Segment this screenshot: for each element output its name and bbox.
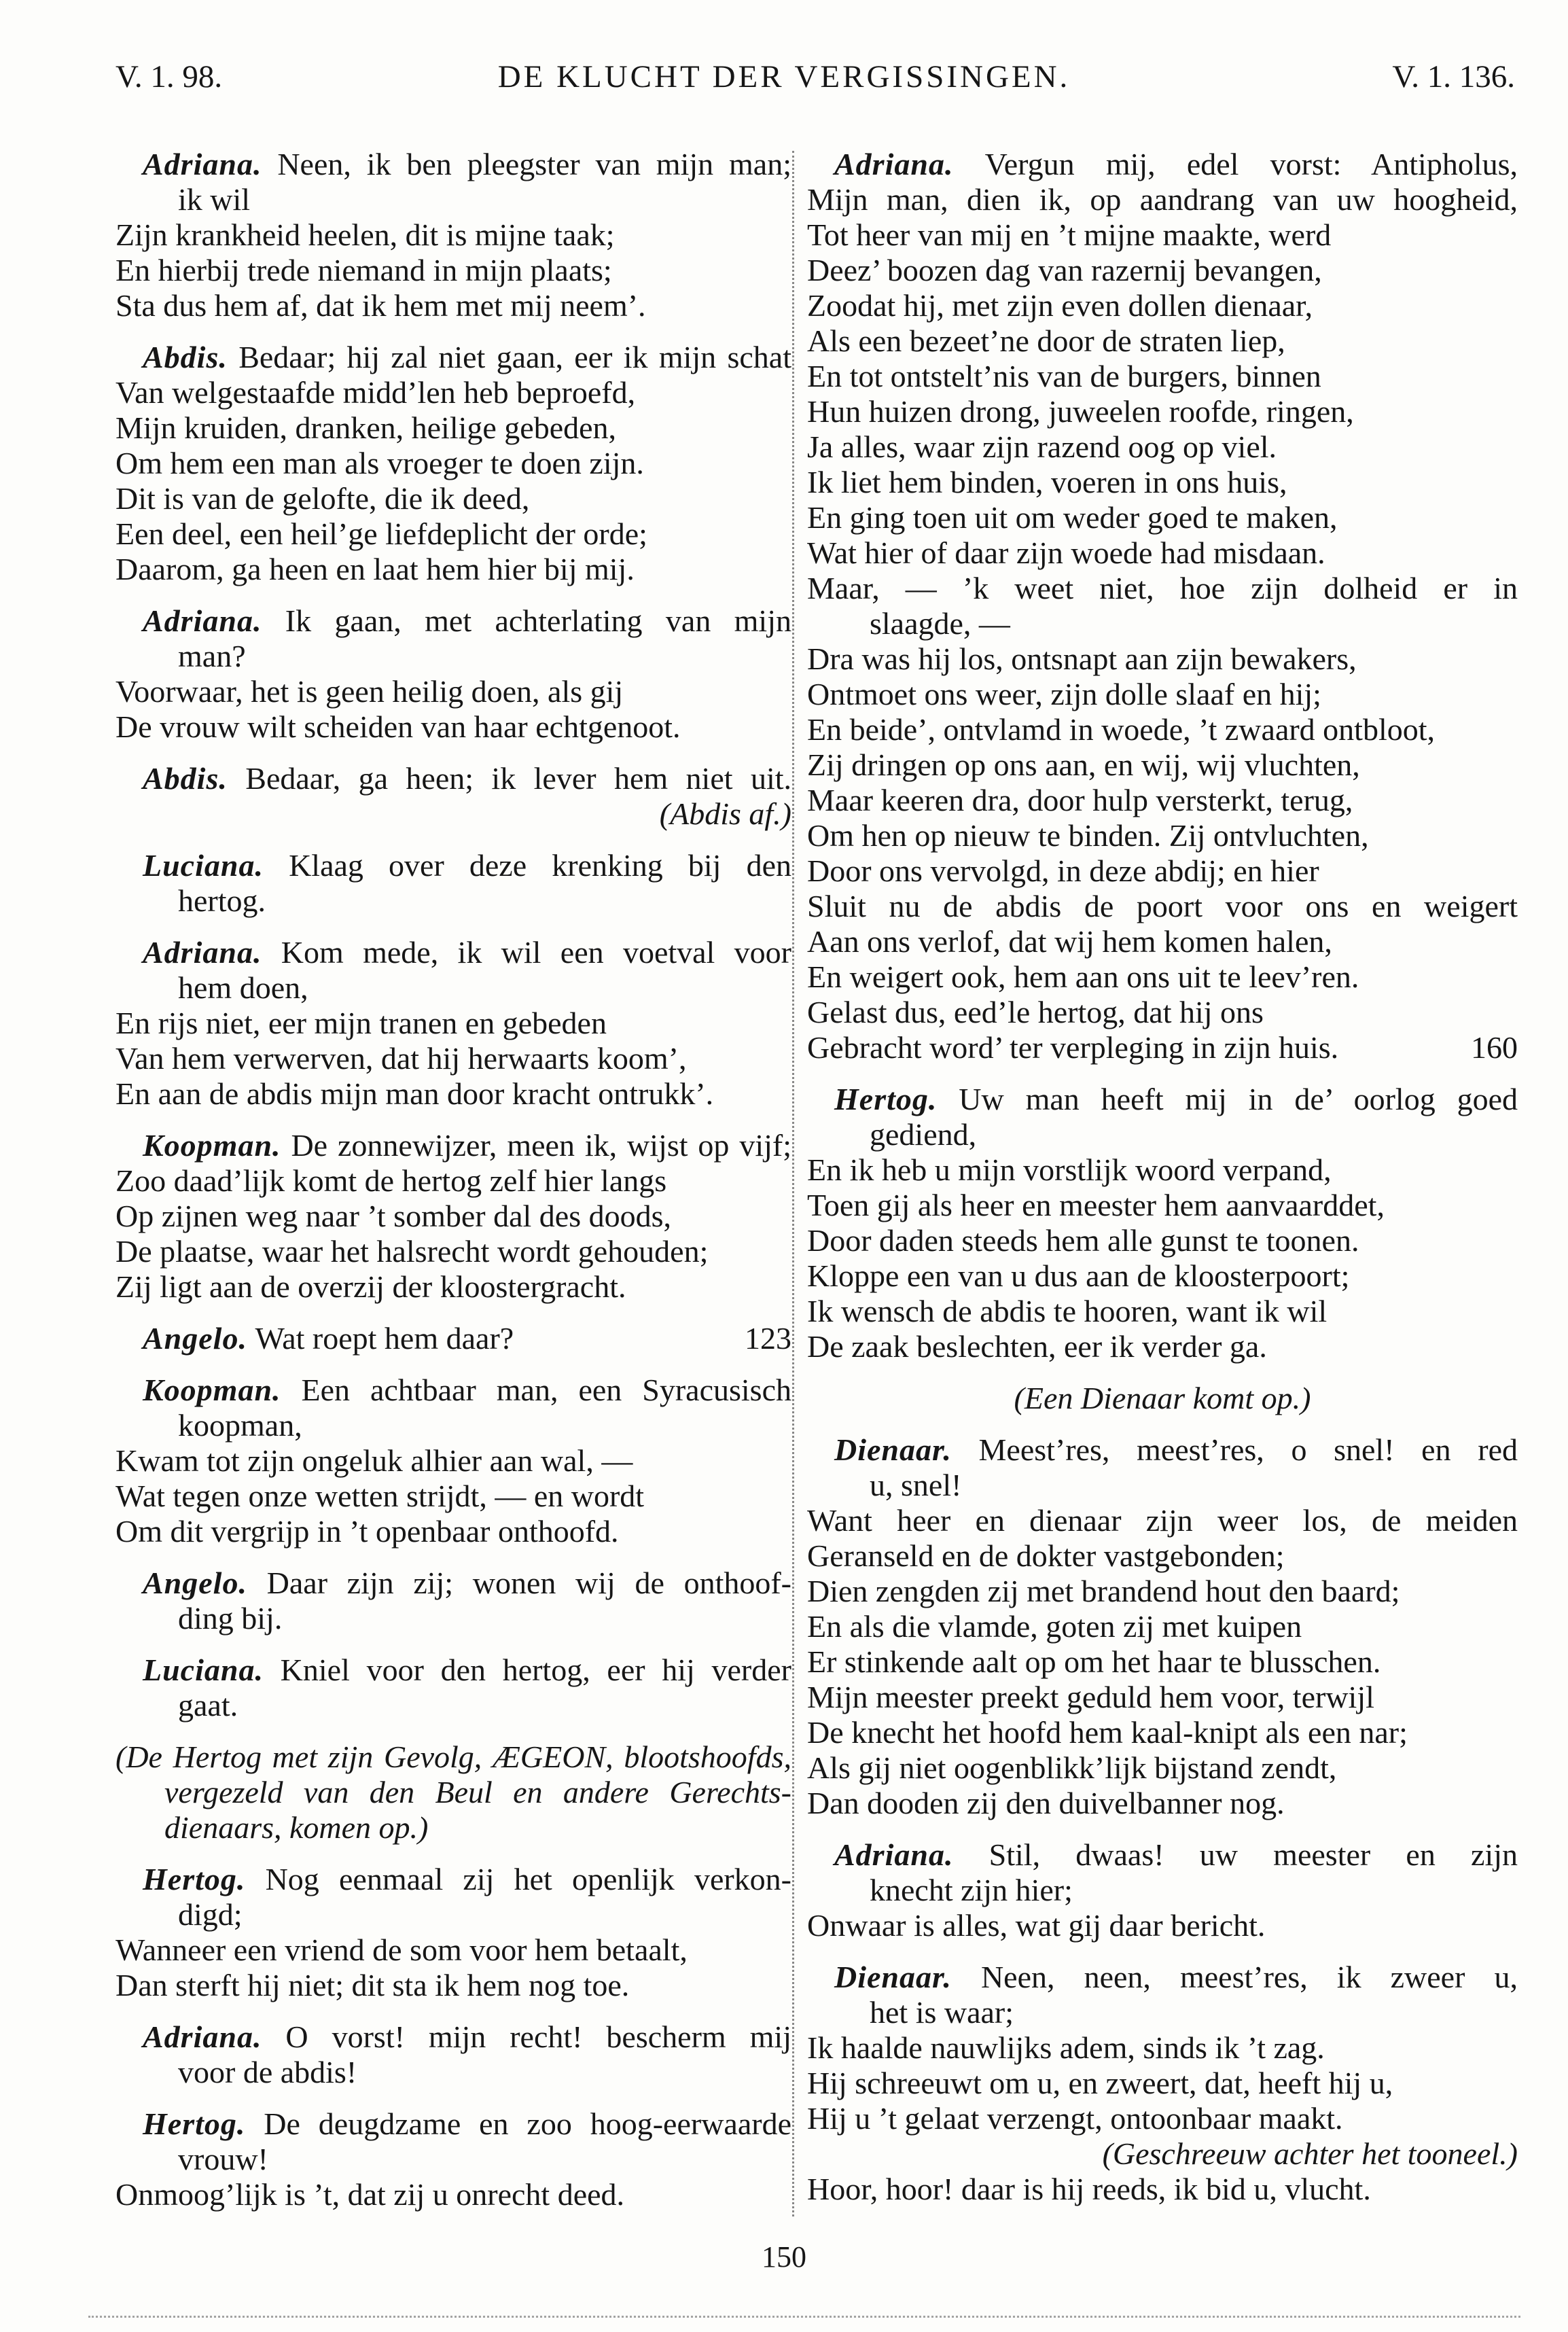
- speech-block: [115, 1321, 791, 1356]
- verse-line: [807, 2066, 1518, 2101]
- line-text: (Geschreeuw achter het tooneel.): [1102, 2136, 1518, 2171]
- line-text: Gelast dus, eed’le hertog, dat hij ons: [807, 995, 1264, 1029]
- line-text: Adriana. Stil, dwaas! uw meester en zijn: [834, 1837, 1518, 1872]
- speech-first-line: [807, 147, 1518, 182]
- verse-line: [115, 552, 791, 587]
- line-text: Hertog. Nog eenmaal zij het openlijk verkon-: [143, 1862, 791, 1896]
- verse-line: [807, 1609, 1518, 1644]
- line-text: Hoor, hoor! daar is hij reeds, ik bid u, vlucht.: [807, 2172, 1371, 2206]
- speaker-name: Adriana.: [143, 935, 262, 970]
- line-text: Om hem een man als vroeger te doen zijn.: [115, 446, 644, 480]
- verse-line: [807, 606, 1518, 641]
- line-text: Luciana. Kniel voor den hertog, eer hij verder: [143, 1653, 791, 1687]
- line-text: u, snel!: [870, 1468, 962, 1502]
- speech-block: [115, 1653, 791, 1723]
- line-text: Maar keeren dra, door hulp versterkt, terug,: [807, 783, 1353, 817]
- verse-line: [115, 639, 791, 674]
- verse-line: [807, 1294, 1518, 1329]
- verse-line: [807, 2101, 1518, 2136]
- verse-line: [115, 674, 791, 709]
- line-text: Adriana. Vergun mij, edel vorst: Antipholus,: [834, 147, 1518, 181]
- verse-line: [807, 1995, 1518, 2030]
- line-text: En hierbij trede niemand in mijn plaats;: [115, 253, 612, 287]
- line-text: voor de abdis!: [178, 2055, 357, 2089]
- line-text: hertog.: [178, 883, 266, 918]
- line-text: Hij schreeuwt om u, en zweert, dat, heeft hij u,: [807, 2066, 1393, 2100]
- verse-line: [807, 1188, 1518, 1223]
- speaker-name: Koopman.: [143, 1128, 281, 1163]
- stage-direction-line: [115, 1775, 791, 1810]
- line-text: Dien zengden zij met brandend hout den baard;: [807, 1574, 1400, 1608]
- verse-line: [807, 1644, 1518, 1680]
- speech-block: [115, 2106, 791, 2212]
- verse-line: [807, 889, 1518, 924]
- verse-line: [807, 783, 1518, 818]
- verse-line: [115, 375, 791, 410]
- speech-block: [807, 1082, 1518, 1364]
- line-text: Geranseld en de dokter vastgebonden;: [807, 1538, 1285, 1573]
- stage-direction-line: [807, 2136, 1518, 2172]
- line-text: Sluit nu de abdis de poort voor ons en weigert: [807, 889, 1518, 923]
- verse-line: [807, 1908, 1518, 1943]
- verse-line: [807, 747, 1518, 783]
- line-text: koopman,: [178, 1408, 302, 1443]
- line-text: Deez’ boozen dag van razernij bevangen,: [807, 253, 1322, 287]
- speech-block: [807, 1381, 1518, 1416]
- left-column: [115, 147, 791, 2212]
- verse-line: [807, 1030, 1518, 1065]
- page-footer: [0, 2240, 1568, 2274]
- line-text: De zaak beslechten, eer ik verder ga.: [807, 1329, 1267, 1364]
- line-text: man?: [178, 639, 246, 673]
- verse-line: [115, 182, 791, 217]
- verse-line: [115, 2055, 791, 2090]
- page-title: DE KLUCHT DER VERGISSINGEN.: [497, 59, 1071, 94]
- speech-first-line: [115, 1373, 791, 1408]
- line-text: Er stinkende aalt op om het haar te blusschen.: [807, 1644, 1381, 1679]
- line-text: En ik heb u mijn vorstlijk woord verpand,: [807, 1152, 1332, 1187]
- verse-line: [807, 535, 1518, 571]
- verse-line: [807, 323, 1518, 359]
- line-text: Hij u ’t gelaat verzengt, ontoonbaar maakt.: [807, 2101, 1343, 2136]
- line-text: (De Hertog met zijn Gevolg, ÆGEON, blootshoofds,: [115, 1739, 791, 1774]
- line-text: Een deel, een heil’ge liefdeplicht der orde;: [115, 516, 647, 551]
- line-text: Wat tegen onze wetten strijdt, — en wordt: [115, 1479, 645, 1513]
- speech-block: [115, 603, 791, 745]
- verse-line: [115, 253, 791, 288]
- verse-line: [807, 959, 1518, 995]
- line-text: Hertog. Uw man heeft mij in de’ oorlog goed: [834, 1082, 1518, 1116]
- speech-block: [115, 761, 791, 832]
- speaker-name: Abdis.: [143, 761, 228, 796]
- line-text: Ontmoet ons weer, zijn dolle slaaf en hij;: [807, 677, 1321, 711]
- speech-block: [115, 1862, 791, 2003]
- verse-line: [115, 2142, 791, 2177]
- stage-direction-line: [807, 1381, 1518, 1416]
- verse-line: [115, 1041, 791, 1076]
- verse-line: [807, 1786, 1518, 1821]
- line-text: Zij dringen op ons aan, en wij, wij vluchten,: [807, 747, 1360, 782]
- verse-line: [115, 709, 791, 745]
- speaker-name: Adriana.: [143, 2019, 262, 2054]
- verse-line-number: 160: [1471, 1030, 1518, 1065]
- verse-line: [807, 1258, 1518, 1294]
- line-text: De knecht het hoofd hem kaal-knipt als een nar;: [807, 1715, 1408, 1750]
- speech-first-line: [115, 848, 791, 883]
- speech-first-line: [115, 2106, 791, 2142]
- line-text: Angelo. Wat roept hem daar?: [143, 1321, 514, 1356]
- verse-line: [115, 1514, 791, 1549]
- line-text: Koopman. De zonnewijzer, meen ik, wijst op vijf;: [143, 1128, 791, 1163]
- speech-block: [807, 147, 1518, 1065]
- line-text: Dra was hij los, ontsnapt aan zijn bewakers,: [807, 641, 1357, 676]
- right-column: [807, 147, 1518, 2207]
- line-text: (Een Dienaar komt op.): [1014, 1381, 1311, 1415]
- line-text: Door ons vervolgd, in deze abdij; en hier: [807, 853, 1319, 888]
- speaker-name: Angelo.: [143, 1321, 247, 1356]
- line-text: En tot ontstelt’nis van de burgers, binnen: [807, 359, 1321, 393]
- verse-line: [807, 1329, 1518, 1364]
- line-text: ik wil: [178, 182, 251, 217]
- speech-first-line: [807, 1432, 1518, 1468]
- line-text: De plaatse, waar het halsrecht wordt gehouden;: [115, 1234, 709, 1269]
- verse-line: [807, 853, 1518, 889]
- line-text: Hertog. De deugdzame en zoo hoog-eerwaarde: [143, 2106, 791, 2141]
- line-text: Abdis. Bedaar, ga heen; ik lever hem niet uit.: [143, 761, 791, 796]
- line-text: Ik haalde nauwlijks adem, sinds ik ’t zag.: [807, 2030, 1325, 2065]
- line-text: gediend,: [870, 1117, 977, 1152]
- line-text: het is waar;: [870, 1995, 1014, 2030]
- verse-line: [115, 1479, 791, 1514]
- line-text: Dienaar. Neen, neen, meest’res, ik zweer u,: [834, 1960, 1518, 1994]
- line-text: Onmoog’lijk is ’t, dat zij u onrecht deed.: [115, 2177, 625, 2212]
- speaker-name: Luciana.: [143, 1653, 264, 1687]
- header-signature-left: V. 1. 98.: [115, 59, 223, 94]
- line-text: En beide’, ontvlamd in woede, ’t zwaard ontbloot,: [807, 712, 1436, 747]
- line-text: vergezeld van den Beul en andere Gerechts-: [164, 1775, 791, 1809]
- verse-line: [807, 500, 1518, 535]
- speech-first-line: [115, 935, 791, 970]
- line-text: Dit is van de gelofte, die ik deed,: [115, 481, 530, 516]
- line-text: De vrouw wilt scheiden van haar echtgenoot.: [115, 709, 681, 744]
- speech-block: [115, 935, 791, 1112]
- verse-line: [115, 516, 791, 552]
- line-text: Ja alles, waar zijn razend oog op viel.: [807, 429, 1277, 464]
- line-text: Ik liet hem binden, voeren in ons huis,: [807, 465, 1287, 499]
- verse-line: [807, 1503, 1518, 1538]
- verse-line: [807, 1468, 1518, 1503]
- verse-line: [115, 1968, 791, 2003]
- line-text: Zijn krankheid heelen, dit is mijne taak;: [115, 217, 615, 252]
- line-text: Door daden steeds hem alle gunst te toonen.: [807, 1223, 1359, 1258]
- line-text: Onwaar is alles, wat gij daar bericht.: [807, 1908, 1266, 1943]
- line-text: hem doen,: [178, 970, 308, 1005]
- line-text: Aan ons verlof, dat wij hem komen halen,: [807, 924, 1332, 959]
- line-text: Om hen op nieuw te binden. Zij ontvluchten,: [807, 818, 1369, 853]
- speaker-name: Adriana.: [143, 147, 262, 181]
- line-text: digd;: [178, 1897, 243, 1932]
- page-bottom-edge-line: [88, 2316, 1520, 2318]
- speech-first-line: [115, 340, 791, 375]
- line-text: Op zijnen weg naar ’t somber dal des doods,: [115, 1199, 672, 1233]
- line-text: En als die vlamde, goten zij met kuipen: [807, 1609, 1302, 1644]
- verse-line: [807, 1152, 1518, 1188]
- line-text: Hun huizen drong, juweelen roofde, ringen,: [807, 394, 1354, 429]
- speech-first-line: [115, 1862, 791, 1897]
- line-text: (Abdis af.): [659, 796, 791, 831]
- line-text: Om dit vergrijp in ’t openbaar onthoofd.: [115, 1514, 619, 1549]
- verse-line: [807, 1680, 1518, 1715]
- speaker-name: Hertog.: [143, 1862, 246, 1896]
- verse-line: [807, 1574, 1518, 1609]
- verse-line: [115, 446, 791, 481]
- verse-line: [807, 571, 1518, 606]
- verse-line: [115, 2177, 791, 2212]
- verse-line: [115, 288, 791, 323]
- verse-line: [807, 677, 1518, 712]
- line-text: En rijs niet, eer mijn tranen en gebeden: [115, 1006, 607, 1040]
- speech-first-line: [115, 1321, 791, 1356]
- line-text: Daarom, ga heen en laat hem hier bij mij.: [115, 552, 635, 586]
- stage-direction-line: [115, 1739, 791, 1775]
- verse-line: [807, 818, 1518, 853]
- speech-block: [807, 1837, 1518, 1943]
- verse-line: [115, 1443, 791, 1479]
- speaker-name: Adriana.: [834, 147, 954, 181]
- line-text: dienaars, komen op.): [164, 1810, 429, 1845]
- verse-line: [115, 1897, 791, 1932]
- line-text: Luciana. Klaag over deze krenking bij den: [143, 848, 791, 883]
- speaker-name: Koopman.: [143, 1373, 281, 1407]
- speech-block: [115, 1566, 791, 1636]
- speech-block: [115, 1739, 791, 1845]
- stage-direction-line: [115, 1810, 791, 1845]
- speech-first-line: [115, 1653, 791, 1688]
- line-text: Abdis. Bedaar; hij zal niet gaan, eer ik mijn schat: [143, 340, 791, 374]
- line-text: Dan sterft hij niet; dit sta ik hem nog toe.: [115, 1968, 630, 2002]
- line-text: Koopman. Een achtbaar man, een Syracusisch: [143, 1373, 791, 1407]
- verse-line: [807, 288, 1518, 323]
- line-text: Adriana. Ik gaan, met achterlating van mijn: [143, 603, 791, 638]
- speech-first-line: [115, 147, 791, 182]
- speech-block: [115, 848, 791, 919]
- verse-line: [115, 883, 791, 919]
- line-text: Mijn meester preekt geduld hem voor, terwijl: [807, 1680, 1374, 1714]
- line-text: Van hem verwerven, dat hij herwaarts koom’,: [115, 1041, 687, 1076]
- speaker-name: Abdis.: [143, 340, 228, 374]
- line-text: knecht zijn hier;: [870, 1873, 1073, 1907]
- line-text: slaagde, —: [870, 606, 1010, 641]
- speaker-name: Dienaar.: [834, 1960, 952, 1994]
- line-text: Adriana. O vorst! mijn recht! bescherm mij: [143, 2019, 791, 2054]
- verse-line: [807, 2172, 1518, 2207]
- line-text: ding bij.: [178, 1601, 283, 1636]
- verse-line: [807, 1117, 1518, 1152]
- page-header: [0, 58, 1568, 99]
- speaker-name: Hertog.: [143, 2106, 246, 2141]
- line-text: Zoodat hij, met zijn even dollen dienaar,: [807, 288, 1313, 323]
- line-text: Adriana. Kom mede, ik wil een voetval voor: [143, 935, 791, 970]
- line-text: Voorwaar, het is geen heilig doen, als gij: [115, 674, 624, 709]
- speech-block: [115, 1128, 791, 1305]
- verse-line: [115, 1076, 791, 1112]
- verse-line: [807, 641, 1518, 677]
- verse-line: [115, 481, 791, 516]
- line-text: En aan de abdis mijn man door kracht ontrukk’.: [115, 1076, 714, 1111]
- verse-line: [807, 182, 1518, 217]
- line-text: Als een bezeet’ne door de straten liep,: [807, 323, 1285, 358]
- line-text: Adriana. Neen, ik ben pleegster van mijn man;: [143, 147, 791, 181]
- speech-first-line: [807, 1960, 1518, 1995]
- verse-line: [807, 995, 1518, 1030]
- line-text: Mijn kruiden, dranken, heilige gebeden,: [115, 410, 617, 445]
- speaker-name: Adriana.: [143, 603, 262, 638]
- column-divider-rule: [792, 151, 794, 2216]
- speech-first-line: [115, 2019, 791, 2055]
- speech-first-line: [115, 1566, 791, 1601]
- verse-line: [807, 465, 1518, 500]
- speech-block: [115, 147, 791, 323]
- verse-line: [115, 1269, 791, 1305]
- speaker-name: Angelo.: [143, 1566, 247, 1600]
- verse-line: [115, 410, 791, 446]
- speech-first-line: [115, 761, 791, 796]
- speaker-name: Adriana.: [834, 1837, 954, 1872]
- stage-direction-line: [115, 796, 791, 832]
- speaker-name: Hertog.: [834, 1082, 938, 1116]
- verse-line: [807, 1538, 1518, 1574]
- speech-first-line: [115, 603, 791, 639]
- verse-line: [115, 1234, 791, 1269]
- verse-line: [115, 1932, 791, 1968]
- line-text: Angelo. Daar zijn zij; wonen wij de onthoof-: [143, 1566, 791, 1600]
- line-text: Dan dooden zij den duivelbanner nog.: [807, 1786, 1285, 1820]
- verse-line: [115, 1199, 791, 1234]
- verse-line: [807, 1223, 1518, 1258]
- speech-block: [807, 1432, 1518, 1821]
- verse-line: [807, 429, 1518, 465]
- speaker-name: Luciana.: [143, 848, 264, 883]
- header-signature-right: V. 1. 136.: [1392, 59, 1515, 94]
- line-text: Gebracht word’ ter verpleging in zijn huis.: [807, 1030, 1339, 1065]
- line-text: Als gij niet oogenblikk’lijk bijstand zendt,: [807, 1750, 1337, 1785]
- line-text: En ging toen uit om weder goed te maken,: [807, 500, 1338, 535]
- line-text: Wat hier of daar zijn woede had misdaan.: [807, 535, 1325, 570]
- line-text: Kloppe een van u dus aan de kloosterpoort;: [807, 1258, 1350, 1293]
- line-text: Tot heer van mij en ’t mijne maakte, werd: [807, 217, 1332, 252]
- line-text: Zoo daad’lijk komt de hertog zelf hier langs: [115, 1163, 667, 1198]
- verse-line: [807, 712, 1518, 747]
- verse-line: [807, 2030, 1518, 2066]
- verse-line: [807, 394, 1518, 429]
- speech-block: [807, 1960, 1518, 2207]
- line-text: En weigert ook, hem aan ons uit te leev’ren.: [807, 959, 1359, 994]
- verse-line: [807, 217, 1518, 253]
- verse-line-number: 123: [745, 1321, 791, 1356]
- verse-line: [115, 1688, 791, 1723]
- speech-first-line: [115, 1128, 791, 1163]
- speaker-name: Dienaar.: [834, 1432, 952, 1467]
- speech-block: [115, 340, 791, 587]
- line-text: vrouw!: [178, 2142, 268, 2176]
- line-text: Ik wensch de abdis te hooren, want ik wil: [807, 1294, 1328, 1328]
- verse-line: [807, 924, 1518, 959]
- line-text: Maar, — ’k weet niet, hoe zijn dolheid er in: [807, 571, 1518, 605]
- verse-line: [807, 359, 1518, 394]
- line-text: Van welgestaafde midd’len heb beproefd,: [115, 375, 636, 410]
- verse-line: [115, 1163, 791, 1199]
- page-number: 150: [762, 2240, 806, 2274]
- line-text: gaat.: [178, 1688, 238, 1722]
- verse-line: [115, 217, 791, 253]
- verse-line: [807, 253, 1518, 288]
- speech-first-line: [807, 1082, 1518, 1117]
- speech-first-line: [807, 1837, 1518, 1873]
- verse-line: [807, 1715, 1518, 1750]
- line-text: Kwam tot zijn ongeluk alhier aan wal, —: [115, 1443, 633, 1478]
- speech-block: [115, 2019, 791, 2090]
- verse-line: [115, 970, 791, 1006]
- line-text: Dienaar. Meest’res, meest’res, o snel! en red: [834, 1432, 1518, 1467]
- verse-line: [115, 1006, 791, 1041]
- line-text: Want heer en dienaar zijn weer los, de meiden: [807, 1503, 1518, 1538]
- verse-line: [807, 1873, 1518, 1908]
- line-text: Zij ligt aan de overzij der kloostergracht.: [115, 1269, 626, 1304]
- speech-block: [115, 1373, 791, 1549]
- verse-line: [807, 1750, 1518, 1786]
- verse-line: [115, 1408, 791, 1443]
- line-text: Toen gij als heer en meester hem aanvaarddet,: [807, 1188, 1385, 1222]
- line-text: Wanneer een vriend de som voor hem betaalt,: [115, 1932, 688, 1967]
- line-text: Mijn man, dien ik, op aandrang van uw hoogheid,: [807, 182, 1518, 217]
- verse-line: [115, 1601, 791, 1636]
- line-text: Sta dus hem af, dat ik hem met mij neem’.: [115, 288, 646, 323]
